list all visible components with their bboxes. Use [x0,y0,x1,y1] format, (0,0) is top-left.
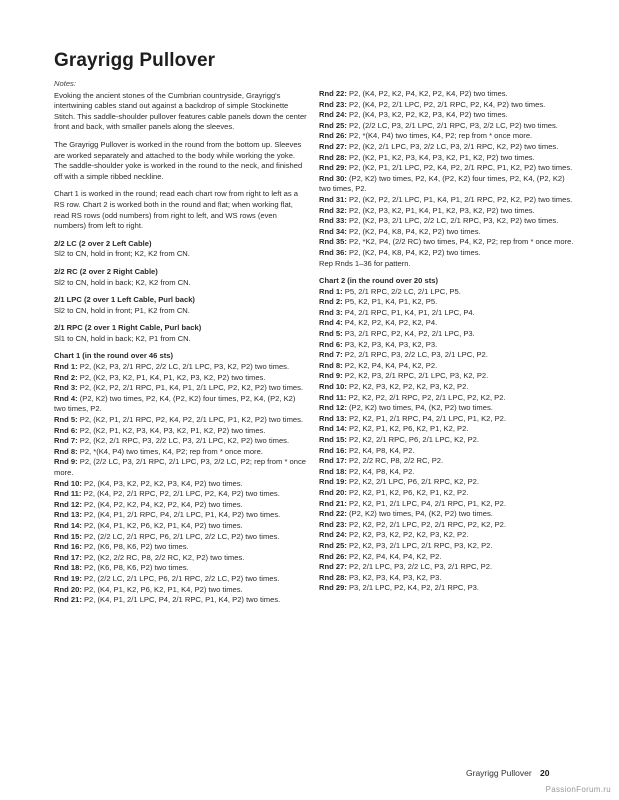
row-label: Rnd 12: [319,403,347,413]
row-label: Rnd 17: [54,552,82,562]
row-instructions: P2, (K2, P1, K2, P3, K4, P3, K2, P1, K2, P2) two times. [79,425,266,435]
row-instructions: P2, (2/2 LC, 2/1 LPC, P6, 2/1 RPC, 2/2 LC, P2) two times. [83,573,280,583]
chart1-heading: Chart 1 (in the round over 46 sts) [54,351,173,361]
row-instructions: P3, K2, P3, K4, P3, K2, P3. [348,572,442,582]
row-label: Rnd 8: [54,446,78,456]
row-label: Rnd 18: [319,466,347,476]
row-instructions: P2, *(K4, P4) two times, K4, P2; rep from * once more. [79,446,263,456]
pattern-row [319,131,574,142]
row-label: Rnd 7: [54,436,78,446]
pattern-row [54,457,308,478]
row-label: Rnd 22: [319,89,347,98]
row-label: Rnd 16: [54,542,82,552]
pattern-row [319,142,574,153]
pattern-row [319,509,574,520]
pattern-row [319,227,574,238]
pattern-row [319,259,574,270]
row-instructions: (P2, K2) two times, P4, (K2, P2) two times. [348,509,493,519]
pattern-row [54,362,308,373]
pattern-row [319,424,574,435]
row-label: Rnd 17: [319,456,347,466]
pattern-row [54,415,308,426]
row-label: Rnd 5: [319,329,343,339]
row-instructions: P2, K2, 2/1 LPC, P6, 2/1 RPC, K2, P2. [348,477,479,487]
row-instructions: P2, *(K4, P4) two times, K4, P2; rep from * once more. [348,131,533,141]
row-instructions: P2, (K4, P3, K2, P2, K2, P3, K4, P2) two times. [348,110,508,120]
pattern-row [319,541,574,552]
chart2-section [319,276,574,594]
pattern-row [319,153,574,164]
row-instructions: P2, (K2, P3, 2/1 LPC, 2/2 LC, 2/1 RPC, P3, K2, P2) two times. [348,216,559,226]
pattern-row [54,542,308,553]
row-label: Rnd 36: [319,247,347,257]
pattern-row [319,308,574,319]
pattern-row [54,563,308,574]
row-instructions: P2, K4, P8, K4, P2. [348,445,415,455]
abbreviation-head: 2/2 RC (2 over 2 Right Cable) [54,266,158,276]
row-label: Rnd 6: [54,425,78,435]
row-label: Rnd 2: [54,372,78,382]
row-label: Rnd 21: [54,595,82,605]
row-instructions: P2, (K4, P2, 2/1 LPC, P2, 2/1 RPC, P2, K4, P2) two times. [348,99,546,109]
pattern-row [54,447,308,458]
row-instructions: P2, K2, P1, K2, P6, K2, P1, K2, P2. [348,424,469,434]
row-label: Rnd 26: [319,551,347,561]
pattern-row [319,414,574,425]
row-instructions: P2, (K4, P2, K2, P4, K2, P2, K4, P2) two times. [348,89,508,98]
chart1-section [54,351,308,605]
pattern-row [319,340,574,351]
pattern-row [319,371,574,382]
pattern-row [319,456,574,467]
row-instructions: P3, 2/1 LPC, P2, K4, P2, 2/1 RPC, P3. [348,583,479,593]
row-instructions: P2, K2, P3, 2/1 RPC, 2/1 LPC, P3, K2, P2. [344,371,489,381]
pattern-row [319,287,574,298]
page-number: 20 [540,768,550,778]
pattern-row [54,489,308,500]
row-instructions: P2, K2, 2/1 RPC, P6, 2/1 LPC, K2, P2. [348,435,479,444]
row-instructions: P2, (K2, P4, K8, P4, K2, P2) two times. [348,247,481,257]
row-label: Rnd 29: [319,583,347,593]
pattern-row [54,553,308,564]
row-label: Rnd 23: [319,519,347,529]
row-instructions: P2, (K4, P1, 2/1 LPC, P4, 2/1 RPC, P1, K4, P2) two times. [83,595,281,605]
row-instructions: P2, (K2, P2, 2/1 RPC, P1, K4, P1, 2/1 LPC, P2, K2, P2) two times. [79,383,304,393]
pattern-row [319,583,574,594]
row-label: Rnd 29: [319,163,347,173]
row-instructions: P2, (K2, P3, 2/1 RPC, 2/2 LC, 2/1 LPC, P3, K2, P2) two times. [79,362,290,372]
pattern-row [319,318,574,329]
row-label: Rnd 22: [319,509,347,519]
row-instructions: (P2, K2) two times, P2, K4, (P2, K2) four times, P2, K4, (P2, K2) two times, P2. [54,393,296,414]
pattern-row [319,216,574,227]
pattern-row [319,195,574,206]
row-label: Rnd 27: [319,141,347,151]
row-instructions: P2, K2, P1, 2/1 RPC, P4, 2/1 LPC, P1, K2, P2. [348,413,507,423]
pattern-row [54,500,308,511]
pattern-row [319,382,574,393]
row-instructions: P2, (K4, P1, K2, P6, K2, P1, K4, P2) two times. [83,584,243,594]
row-label: Rnd 8: [319,360,343,370]
row-instructions: P2, (K2, 2/2 RC, P8, 2/2 RC, K2, P2) two times. [83,552,245,562]
pattern-row [319,435,574,446]
right-column [319,89,574,594]
row-label: Rnd 15: [319,435,347,444]
row-label: Rnd 21: [319,498,347,508]
row-label: Rnd 31: [319,194,347,204]
row-instructions: P5, K2, P1, K4, P1, K2, P5. [344,297,438,307]
pattern-row [319,100,574,111]
row-label: Rnd 9: [54,457,78,467]
row-label: Rnd 28: [319,152,347,162]
row-instructions: P2, K4, P8, K4, P2. [348,466,415,476]
abbreviation-2-1-rpc [54,323,308,344]
pattern-row [319,121,574,132]
row-instructions: P2, (2/2 LC, P3, 2/1 LPC, 2/1 RPC, P3, 2/2 LC, P2) two times. [348,120,558,130]
row-label: Rnd 1: [319,286,343,296]
row-instructions: P2, K2, P1, 2/1 LPC, P4, 2/1 RPC, P1, K2, P2. [348,498,507,508]
row-label: Rnd 32: [319,205,347,215]
row-instructions: (P2, K2) two times, P4, (K2, P2) two times. [348,403,493,413]
row-label: Rnd 33: [319,216,347,226]
pattern-row [54,510,308,521]
pattern-row [319,110,574,121]
pattern-row [319,361,574,372]
pattern-row [319,552,574,563]
pattern-row [319,488,574,499]
row-instructions: P2, K2, P2, 2/1 RPC, P2, 2/1 LPC, P2, K2, P2. [348,392,506,402]
row-label: Rnd 4: [54,393,78,403]
pattern-row [319,499,574,510]
row-instructions: P3, 2/1 RPC, P2, K4, P2, 2/1 LPC, P3. [344,329,475,339]
pattern-row [319,174,574,195]
row-instructions: Rep Rnds 1–36 for pattern. [319,258,411,268]
row-label: Rnd 12: [54,499,82,509]
row-instructions: P2, K2, P3, 2/1 LPC, 2/1 RPC, P3, K2, P2. [348,540,493,550]
row-label: Rnd 10: [54,478,82,488]
abbreviation-head: 2/2 LC (2 over 2 Left Cable) [54,238,152,248]
pattern-row [54,595,308,606]
row-instructions: P3, K2, P3, K4, P3, K2, P3. [344,339,438,349]
row-instructions: P2, (K4, P2, K2, P4, K2, P2, K4, P2) two times. [83,499,243,509]
abbreviation-2-2-rc [54,267,308,288]
row-label: Rnd 20: [54,584,82,594]
row-instructions: P2, (K6, P8, K6, P2) two times. [83,563,189,573]
row-label: Rnd 3: [319,307,343,317]
pattern-row [319,477,574,488]
row-instructions: P2, 2/2 RC, P8, 2/2 RC, P2. [348,456,444,466]
abbreviation-text: Sl2 to CN, hold in front; K2, K2 from CN. [54,249,190,259]
row-label: Rnd 7: [319,350,343,360]
row-instructions: P2, (K4, P2, 2/1 RPC, P2, 2/1 LPC, P2, K4, P2) two times. [83,489,280,499]
row-instructions: P2, 2/1 LPC, P3, 2/2 LC, P3, 2/1 RPC, P2. [348,562,493,572]
row-instructions: P2, K2, P4, K4, P4, K2, P2. [344,360,438,370]
row-label: Rnd 11: [319,392,347,402]
row-label: Rnd 1: [54,362,78,372]
pattern-row [54,521,308,532]
pattern-row [319,573,574,584]
row-label: Rnd 18: [54,563,82,573]
abbreviation-text: Sl1 to CN, hold in back; K2, P1 from CN. [54,333,191,343]
intro-paragraph: Evoking the ancient stones of the Cumbrian countryside, Grayrigg's intertwining cables stand out against a backdrop of simple Stockinette Stitch. This saddle-shoulder pullover features cable panels down the center front and back, with smaller panels along the sleeves. [54,90,307,132]
row-instructions: P2, (2/2 LC, P3, 2/1 RPC, 2/1 LPC, P3, 2/2 LC, P2; rep from * once more. [54,457,306,477]
row-instructions: P4, 2/1 RPC, P1, K4, P1, 2/1 LPC, P4. [344,307,475,317]
pattern-row [319,163,574,174]
pattern-row [54,574,308,585]
page-footer [466,768,550,778]
abbreviation-head: 2/1 LPC (2 over 1 Left Cable, Purl back) [54,295,195,305]
pattern-row [319,393,574,404]
row-label: Rnd 24: [319,530,347,540]
chart1-continued-rows [319,89,574,269]
row-label: Rnd 3: [54,383,78,393]
row-label: Rnd 30: [319,173,347,183]
row-instructions: P2, *K2, P4, (2/2 RC) two times, P4, K2, P2; rep from * once more. [348,237,574,247]
row-label: Rnd 14: [54,520,82,530]
left-column [54,79,308,606]
row-label: Rnd 10: [319,382,347,392]
abbreviation-head: 2/1 RPC (2 over 1 Right Cable, Purl back) [54,323,202,333]
row-label: Rnd 20: [319,487,347,497]
row-instructions: P2, 2/1 RPC, P3, 2/2 LC, P3, 2/1 LPC, P2. [344,350,488,360]
row-label: Rnd 6: [319,339,343,349]
chart1-rows [54,362,308,606]
pattern-row [319,297,574,308]
row-label: Rnd 11: [54,489,82,499]
pattern-row [319,530,574,541]
row-label: Rnd 25: [319,540,347,550]
row-label: Rnd 26: [319,131,347,141]
row-label: Rnd 35: [319,237,347,247]
pattern-row [54,479,308,490]
pattern-row [319,206,574,217]
abbreviation-text: Sl2 to CN, hold in back; K2, K2 from CN. [54,277,191,287]
row-label: Rnd 16: [319,445,347,455]
pattern-row [54,532,308,543]
row-instructions: P2, K2, P3, K2, P2, K2, P3, K2, P2. [348,382,469,392]
row-label: Rnd 15: [54,531,82,541]
pattern-row [319,248,574,259]
row-label: Rnd 14: [319,424,347,434]
watermark: PassionForum.ru [545,785,611,794]
row-instructions: P2, K2, P3, K2, P2, K2, P3, K2, P2. [348,530,469,540]
pattern-row [319,467,574,478]
row-label: Rnd 23: [319,99,347,109]
pattern-row [54,426,308,437]
pattern-row [319,237,574,248]
row-label: Rnd 4: [319,318,343,328]
row-label: Rnd 19: [54,573,82,583]
row-instructions: P2, K2, P4, K4, P4, K2, P2. [348,551,442,561]
row-instructions: P5, 2/1 RPC, 2/2 LC, 2/1 LPC, P5. [344,286,461,296]
pattern-row [319,403,574,414]
row-instructions: P4, K2, P2, K4, P2, K2, P4. [344,318,438,328]
row-label: Rnd 25: [319,120,347,130]
chart-reading-paragraph: Chart 1 is worked in the round; read each chart row from right to left as a RS row. Chart 2 is worked both in the round and flat; when working flat, read RS rows (odd numbers) from right to left, and WS rows (even numbers) from left to right. [54,189,298,231]
row-instructions: P2, (K2, P1, K2, P3, K4, P3, K2, P1, K2, P2) two times. [348,152,535,162]
pattern-row [319,562,574,573]
row-instructions: P2, (K2, P3, K2, P1, K4, P1, K2, P3, K2, P2) two times. [79,372,266,382]
abbreviation-2-2-lc [54,239,308,260]
row-instructions: P2, K2, P1, K2, P6, K2, P1, K2, P2. [348,487,469,497]
row-instructions: P2, (K2, P2, 2/1 LPC, P1, K4, P1, 2/1 RPC, P2, K2, P2) two times. [348,194,573,204]
chart2-heading: Chart 2 (in the round over 20 sts) [319,276,438,286]
pattern-row [319,89,574,100]
row-label: Rnd 24: [319,110,347,120]
row-label: Rnd 13: [319,413,347,423]
abbreviation-2-1-lpc [54,295,308,316]
notes-label: Notes: [54,79,76,88]
row-instructions: P2, (K4, P1, 2/1 RPC, P4, 2/1 LPC, P1, K4, P2) two times. [83,510,281,520]
row-instructions: P2, (K2, 2/1 LPC, P3, 2/2 LC, P3, 2/1 RPC, K2, P2) two times. [348,141,559,151]
row-label: Rnd 9: [319,371,343,381]
pattern-row [54,383,308,394]
row-label: Rnd 5: [54,415,78,425]
pattern-row [54,585,308,596]
row-label: Rnd 34: [319,226,347,236]
pattern-row [319,350,574,361]
pattern-row [54,373,308,384]
row-instructions: P2, (K2, P3, K2, P1, K4, P1, K2, P3, K2, P2) two times. [348,205,535,215]
pattern-row [319,446,574,457]
row-instructions: P2, (K2, P1, 2/1 LPC, P2, K4, P2, 2/1 RPC, P1, K2, P2) two times. [348,163,573,173]
pattern-row [319,520,574,531]
construction-paragraph: The Grayrigg Pullover is worked in the round from the bottom up. Sleeves are worked separately and attached to the body while working the yoke. The saddle-shoulder yoke is worked in the round to the neck, and finished off with a simple ribbed neckline. [54,139,303,181]
row-instructions: P2, (K6, P8, K6, P2) two times. [83,542,189,552]
abbreviation-text: Sl2 to CN, hold in front; P1, K2 from CN. [54,305,190,315]
pattern-row [54,394,308,415]
row-instructions: (P2, K2) two times, P2, K4, (P2, K2) four times, P2, K4, (P2, K2) two times, P2. [319,173,565,194]
pattern-row [319,329,574,340]
row-instructions: P2, K2, P2, 2/1 LPC, P2, 2/1 RPC, P2, K2, P2. [348,519,507,529]
row-instructions: P2, (K2, 2/1 RPC, P3, 2/2 LC, P3, 2/1 LPC, K2, P2) two times. [79,436,290,446]
row-label: Rnd 28: [319,572,347,582]
row-label: Rnd 13: [54,510,82,520]
page-title: Grayrigg Pullover [54,50,216,71]
row-instructions: P2, (K4, P3, K2, P2, K2, P3, K4, P2) two times. [83,478,243,488]
footer-title: Grayrigg Pullover [466,768,532,778]
row-label: Rnd 2: [319,297,343,307]
row-label: Rnd 19: [319,477,347,487]
chart2-rows [319,287,574,594]
row-instructions: P2, (K2, P4, K8, P4, K2, P2) two times. [348,226,481,236]
row-instructions: P2, (K4, P1, K2, P6, K2, P1, K4, P2) two times. [83,520,243,530]
row-instructions: P2, (K2, P1, 2/1 RPC, P2, K4, P2, 2/1 LPC, P1, K2, P2) two times. [79,415,304,425]
row-label: Rnd 27: [319,562,347,572]
row-instructions: P2, (2/2 LC, 2/1 RPC, P6, 2/1 LPC, 2/2 LC, P2) two times. [83,531,280,541]
pattern-row [54,436,308,447]
